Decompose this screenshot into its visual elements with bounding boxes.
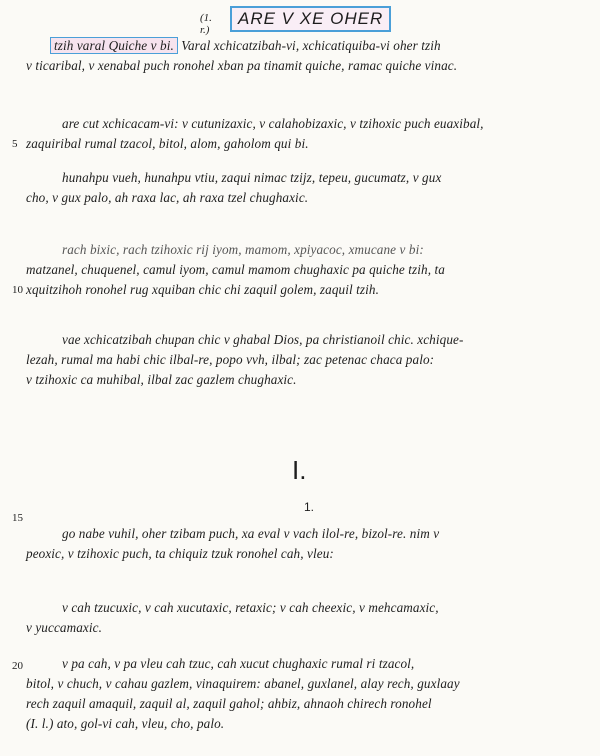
text-line: are cut xchicacam-vi: v cutunizaxic, v calahobizaxic, v tzihoxic puch euaxibal, <box>62 116 484 131</box>
text-line: peoxic, v tzihoxic puch, ta chiquiz tzuk ronohel cah, vleu: <box>26 546 334 561</box>
text-line: lezah, rumal ma habi chic ilbal-re, popo vvh, ilbal; zac petenac chaca palo: <box>26 352 435 367</box>
text-line: vae xchicatzibah chupan chic v ghabal Dios, pa christianoil chic. xchique- <box>62 332 464 347</box>
text-line: hunahpu vueh, hunahpu vtiu, zaqui nimac tzijz, tepeu, gucumatz, v gux <box>62 170 442 185</box>
text-line: (I. l.) ato, gol-vi cah, vleu, cho, palo. <box>26 716 225 731</box>
text-line: v pa cah, v pa vleu cah tzuc, cah xucut chughaxic rumal ri tzacol, <box>62 656 415 671</box>
text-line: matzanel, chuquenel, camul iyom, camul mamom chughaxic pa quiche tzih, ta <box>26 262 445 277</box>
text-line: rach bixic, rach tzihoxic rij iyom, mamom, xpiyacoc, xmucane v bi: <box>62 242 424 257</box>
chapter-numeral: I. <box>292 455 307 485</box>
text-line <box>50 38 441 54</box>
line-number: 15 <box>12 512 23 524</box>
text-line: zaquiribal rumal tzacol, bitol, alom, gaholom qui bi. <box>26 136 309 151</box>
text-line: cho, v gux palo, ah raxa lac, ah raxa tzel chughaxic. <box>26 190 309 205</box>
line-number: 10 <box>12 284 23 296</box>
text-line: v tzihoxic ca muhibal, ilbal zac gazlem chughaxic. <box>26 372 297 387</box>
text-line: xquitzihoh ronohel rug xquiban chic chi zaquil golem, zaquil tzih. <box>26 282 379 297</box>
text-segment: Varal xchicatzibah-vi, xchicatiquiba-vi oher tzih <box>181 38 441 53</box>
text-line: bitol, v chuch, v cahau gazlem, vinaquirem: abanel, guxlanel, alay rech, guxlaay <box>26 676 460 691</box>
folio-reference: (1. r.) <box>200 12 212 36</box>
text-line: rech zaquil amaquil, zaquil al, zaquil gahol; ahbiz, ahnaoh chirech ronohel <box>26 696 432 711</box>
text-line: v cah tzucuxic, v cah xucutaxic, retaxic; v cah cheexic, v mehcamaxic, <box>62 600 439 615</box>
section-number: 1. <box>304 500 315 514</box>
text-line: v yuccamaxic. <box>26 620 102 635</box>
line-number: 20 <box>12 660 23 672</box>
text-line: v ticaribal, v xenabal puch ronohel xban pa tinamit quiche, ramac quiche vinac. <box>26 58 458 73</box>
text-line: go nabe vuhil, oher tzibam puch, xa eval v vach ilol-re, bizol-re. nim v <box>62 526 440 541</box>
document-title: ARE V XE OHER <box>230 6 391 32</box>
highlighted-phrase: tzih varal Quiche v bi. <box>50 37 178 54</box>
line-number: 5 <box>12 138 18 150</box>
